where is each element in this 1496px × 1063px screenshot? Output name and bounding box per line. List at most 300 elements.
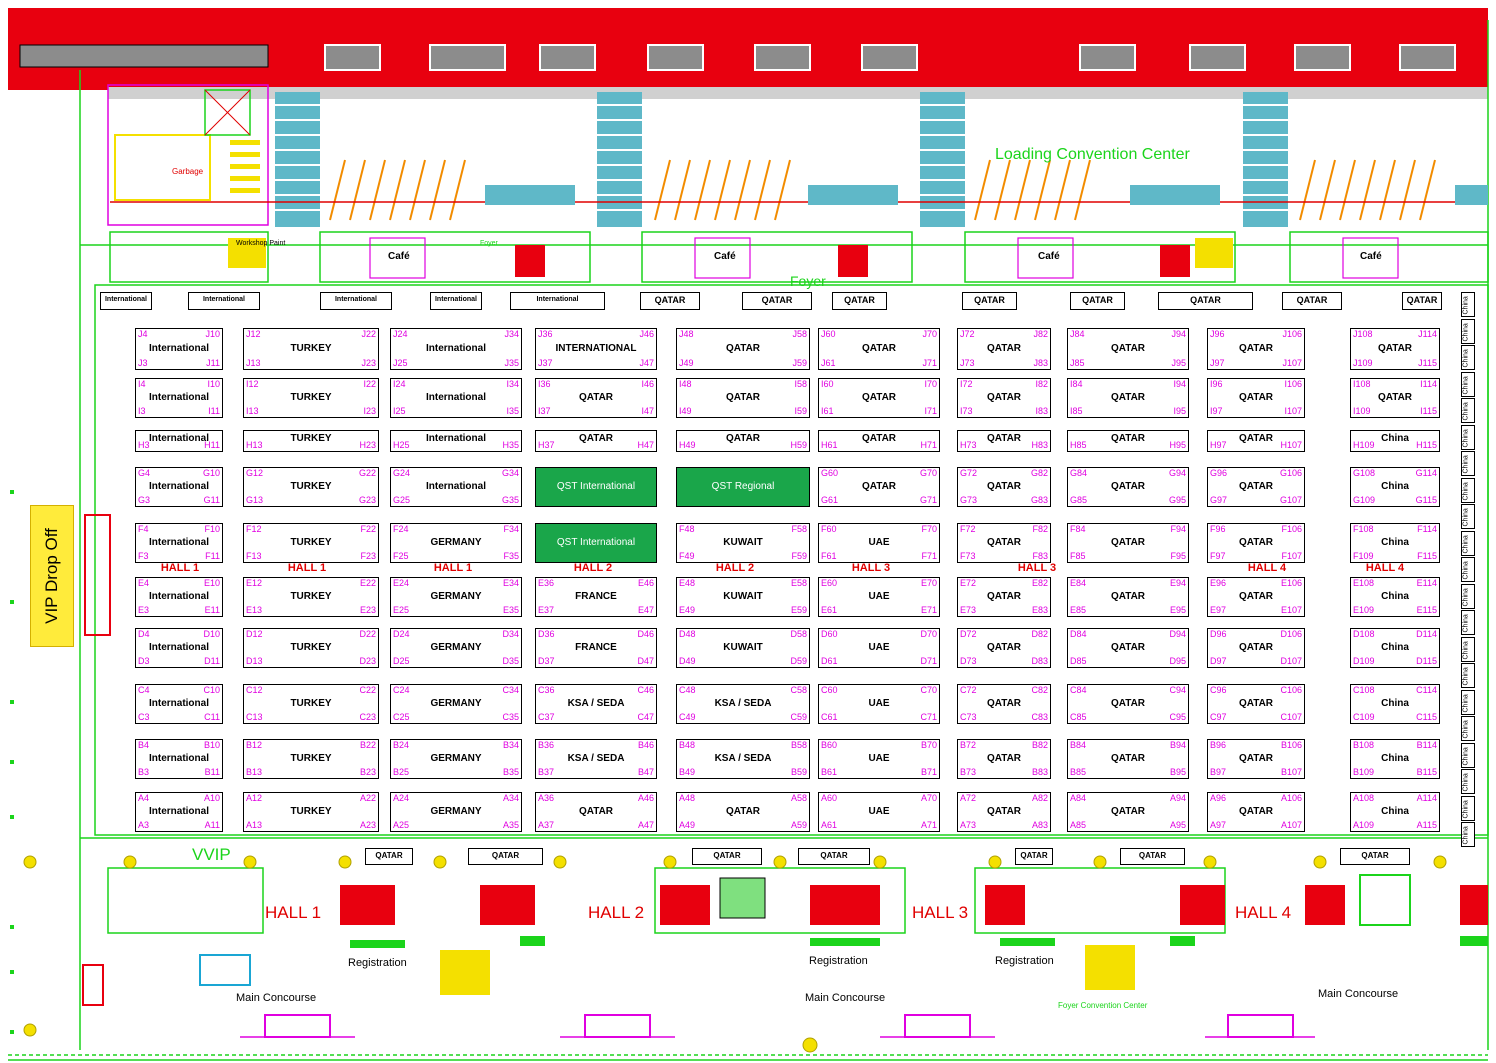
bottom-qatar-booth[interactable] — [468, 848, 543, 865]
booth-code: A73 — [960, 820, 977, 830]
booth[interactable] — [676, 523, 810, 563]
booth-name: TURKEY — [290, 391, 332, 403]
booth-code: H115 — [1416, 440, 1437, 450]
k-row-booth[interactable] — [1070, 292, 1125, 310]
booth-code: H95 — [1169, 440, 1186, 450]
booth-code: B47 — [637, 767, 654, 777]
booth-code: I95 — [1173, 406, 1186, 416]
booth[interactable] — [243, 739, 379, 779]
booth-code: H13 — [246, 440, 263, 450]
booth-code: A47 — [637, 820, 654, 830]
booth-code: E97 — [1210, 605, 1227, 615]
booth[interactable] — [1207, 523, 1305, 563]
booth-code: E46 — [637, 578, 654, 588]
booth[interactable] — [243, 684, 379, 724]
k-row-booth[interactable] — [100, 292, 152, 310]
booth[interactable] — [1207, 378, 1305, 418]
booth-code: G35 — [501, 495, 519, 505]
booth-name: QATAR — [861, 433, 897, 444]
hall-label: HALL 4 — [1365, 562, 1405, 574]
booth-name: QATAR — [578, 805, 614, 817]
booth[interactable] — [135, 378, 223, 418]
booth[interactable] — [1067, 628, 1189, 668]
booth[interactable] — [957, 523, 1051, 563]
right-column-booth[interactable] — [1461, 504, 1475, 529]
right-column-booth[interactable] — [1461, 822, 1475, 847]
booth[interactable] — [1207, 430, 1305, 452]
booth[interactable] — [818, 467, 940, 507]
right-column-booth[interactable] — [1461, 531, 1475, 556]
booth[interactable] — [1207, 577, 1305, 617]
booth[interactable] — [1350, 628, 1440, 668]
k-row-booth[interactable] — [510, 292, 605, 310]
booth[interactable] — [1067, 328, 1189, 370]
booth[interactable] — [957, 378, 1051, 418]
booth[interactable] — [676, 739, 810, 779]
booth[interactable] — [1350, 739, 1440, 779]
booth-code: F71 — [921, 551, 937, 561]
booth[interactable] — [243, 430, 379, 452]
booth-name: TURKEY — [290, 480, 332, 492]
right-column-booth[interactable] — [1461, 478, 1475, 503]
booth-code: C115 — [1416, 712, 1437, 722]
booth[interactable] — [1067, 577, 1189, 617]
booth[interactable] — [676, 378, 810, 418]
booth[interactable] — [1350, 684, 1440, 724]
booth-code: J97 — [1210, 358, 1225, 368]
right-column-booth[interactable] — [1461, 769, 1475, 794]
booth-code: E12 — [246, 578, 263, 588]
booth-code: B114 — [1416, 740, 1437, 750]
booth[interactable] — [957, 577, 1051, 617]
booth-code: B24 — [393, 740, 410, 750]
booth[interactable] — [1067, 684, 1189, 724]
vip-drop-off-area — [30, 505, 74, 647]
booth[interactable] — [135, 523, 223, 563]
booth[interactable] — [1067, 378, 1189, 418]
k-row-booth[interactable] — [430, 292, 482, 310]
booth[interactable] — [957, 684, 1051, 724]
right-column-booth[interactable] — [1461, 451, 1475, 476]
booth[interactable] — [818, 430, 940, 452]
booth-code: D24 — [393, 629, 410, 639]
right-column-booth[interactable] — [1461, 425, 1475, 450]
booth[interactable] — [135, 577, 223, 617]
booth-code: F3 — [138, 551, 149, 561]
booth[interactable] — [1207, 628, 1305, 668]
booth-code: G108 — [1353, 468, 1376, 478]
booth-code: I46 — [641, 379, 654, 389]
booth-code: F25 — [393, 551, 409, 561]
booth-code: G94 — [1168, 468, 1186, 478]
booth[interactable] — [957, 739, 1051, 779]
booth-code: B70 — [920, 740, 937, 750]
right-column-booth-label: China — [1462, 587, 1470, 606]
booth-code: G61 — [821, 495, 839, 505]
booth[interactable] — [1067, 467, 1189, 507]
booth[interactable] — [957, 792, 1051, 832]
right-column-booth[interactable] — [1461, 292, 1475, 317]
booth[interactable] — [1350, 430, 1440, 452]
booth[interactable] — [1067, 430, 1189, 452]
booth[interactable] — [135, 430, 223, 452]
booth-code: I71 — [924, 406, 937, 416]
cafe-label: Café — [388, 251, 410, 262]
k-row-booth-label: International — [536, 296, 579, 303]
booth-code: J11 — [206, 358, 220, 368]
bottom-qatar-booth[interactable] — [1340, 848, 1410, 865]
booth[interactable] — [957, 328, 1051, 370]
booth[interactable] — [390, 792, 522, 832]
booth-code: J59 — [792, 358, 807, 368]
booth[interactable] — [390, 467, 522, 507]
booth-name: QATAR — [986, 697, 1022, 709]
right-column-booth[interactable] — [1461, 637, 1475, 662]
booth[interactable] — [818, 328, 940, 370]
right-column-booth[interactable] — [1461, 398, 1475, 423]
right-column-booth[interactable] — [1461, 372, 1475, 397]
right-column-booth[interactable] — [1461, 584, 1475, 609]
booth-code: I47 — [641, 406, 654, 416]
booth-code: E25 — [393, 605, 410, 615]
booth[interactable] — [535, 739, 657, 779]
booth-code: I115 — [1420, 406, 1437, 416]
booth-code: A71 — [920, 820, 937, 830]
right-column-booth[interactable] — [1461, 345, 1475, 370]
booth-code: C25 — [393, 712, 410, 722]
booth-code: D23 — [359, 656, 376, 666]
booth[interactable] — [676, 628, 810, 668]
booth[interactable] — [135, 328, 223, 370]
booth-name: QATAR — [1110, 590, 1146, 602]
booth[interactable] — [1067, 739, 1189, 779]
k-row-booth[interactable] — [962, 292, 1017, 310]
booth-code: B37 — [538, 767, 555, 777]
booth-name: International — [425, 342, 486, 354]
booth-code: G114 — [1415, 468, 1437, 478]
booth[interactable] — [1207, 792, 1305, 832]
booth-name: China — [1381, 752, 1409, 764]
booth-code: G11 — [203, 495, 220, 505]
k-row-booth-label: International — [434, 296, 477, 303]
booth-code: J13 — [246, 358, 261, 368]
booth-code: G95 — [1168, 495, 1186, 505]
hall-label: HALL 2 — [573, 562, 613, 574]
booth-code: E95 — [1169, 605, 1186, 615]
bottom-qatar-label: QATAR — [1020, 851, 1048, 860]
booth[interactable] — [818, 739, 940, 779]
booth-code: A82 — [1031, 793, 1048, 803]
booth-name: KSA / SEDA — [567, 752, 625, 764]
right-column-booth[interactable] — [1461, 743, 1475, 768]
booth[interactable] — [535, 378, 657, 418]
booth[interactable] — [535, 684, 657, 724]
bottom-qatar-booth[interactable] — [1015, 848, 1053, 865]
booth-code: C23 — [359, 712, 376, 722]
booth[interactable] — [390, 523, 522, 563]
booth[interactable] — [1350, 467, 1440, 507]
booth-code: G3 — [138, 495, 151, 505]
booth[interactable] — [676, 467, 810, 507]
booth[interactable] — [243, 467, 379, 507]
booth-name: QATAR — [1110, 536, 1146, 548]
booth-name: QATAR — [1238, 752, 1274, 764]
booth[interactable] — [243, 378, 379, 418]
right-column-booth[interactable] — [1461, 796, 1475, 821]
booth-name: TURKEY — [290, 536, 332, 548]
booth-code: C60 — [821, 685, 838, 695]
booth-code: G109 — [1353, 495, 1376, 505]
k-row-booth[interactable] — [640, 292, 700, 310]
booth-code: B72 — [960, 740, 977, 750]
booth-code: I10 — [207, 379, 220, 389]
booth-name: QATAR — [1238, 391, 1274, 403]
right-column-booth[interactable] — [1461, 663, 1475, 688]
booth[interactable] — [1207, 328, 1305, 370]
booth-code: I22 — [363, 379, 376, 389]
booth-name: China — [1381, 641, 1409, 653]
booth-code: J22 — [361, 329, 376, 339]
booth-name: UAE — [868, 590, 890, 602]
booth-code: C46 — [637, 685, 654, 695]
k-row-booth[interactable] — [1282, 292, 1342, 310]
k-row-booth[interactable] — [1402, 292, 1442, 310]
bottom-qatar-booth[interactable] — [1120, 848, 1185, 865]
booth-code: F12 — [246, 524, 262, 534]
right-column-booth-label: China — [1462, 667, 1470, 686]
booth-code: D83 — [1031, 656, 1048, 666]
booth[interactable] — [390, 328, 522, 370]
booth-code: F109 — [1353, 551, 1374, 561]
bottom-qatar-booth[interactable] — [692, 848, 762, 865]
booth-code: A83 — [1031, 820, 1048, 830]
booth-code: E72 — [960, 578, 977, 588]
booth[interactable] — [957, 628, 1051, 668]
booth-code: J25 — [393, 358, 408, 368]
booth-name: QATAR — [578, 391, 614, 403]
booth[interactable] — [1067, 792, 1189, 832]
booth[interactable] — [957, 430, 1051, 452]
booth[interactable] — [818, 628, 940, 668]
booth-code: E59 — [790, 605, 807, 615]
booth-code: A46 — [637, 793, 654, 803]
booth-code: D108 — [1353, 629, 1375, 639]
booth-code: G96 — [1210, 468, 1228, 478]
booth-name: FRANCE — [575, 641, 617, 653]
booth-code: A58 — [790, 793, 807, 803]
booth-code: J94 — [1171, 329, 1186, 339]
booth-name: QATAR — [986, 752, 1022, 764]
booth-name: QATAR — [861, 342, 897, 354]
booth-code: F106 — [1281, 524, 1302, 534]
k-row-booth[interactable] — [832, 292, 887, 310]
booth-code: D4 — [138, 629, 150, 639]
booth[interactable] — [535, 577, 657, 617]
booth[interactable] — [390, 628, 522, 668]
booth[interactable] — [1207, 739, 1305, 779]
booth-name: QATAR — [986, 536, 1022, 548]
booth-code: H47 — [637, 440, 654, 450]
right-column-booth[interactable] — [1461, 690, 1475, 715]
booth[interactable] — [818, 378, 940, 418]
booth-code: I85 — [1070, 406, 1083, 416]
booth[interactable] — [676, 430, 810, 452]
booth[interactable] — [135, 684, 223, 724]
booth[interactable] — [676, 328, 810, 370]
booth-code: A72 — [960, 793, 977, 803]
booth[interactable] — [243, 328, 379, 370]
booth-code: J23 — [361, 358, 376, 368]
booth-code: F13 — [246, 551, 262, 561]
booth-code: D114 — [1416, 629, 1437, 639]
right-column-booth[interactable] — [1461, 557, 1475, 582]
booth[interactable] — [676, 792, 810, 832]
k-row-booth-label: QATAR — [844, 295, 875, 305]
booth[interactable] — [957, 467, 1051, 507]
booth[interactable] — [1207, 467, 1305, 507]
k-row-booth[interactable] — [742, 292, 812, 310]
booth-code: J47 — [639, 358, 654, 368]
booth[interactable] — [1067, 523, 1189, 563]
booth-code: I11 — [208, 406, 220, 416]
booth-code: I97 — [1210, 406, 1223, 416]
booth[interactable] — [390, 430, 522, 452]
booth-code: J37 — [538, 358, 553, 368]
k-row-booth-label: QATAR — [1296, 295, 1328, 305]
booth-name: TURKEY — [290, 342, 332, 354]
booth[interactable] — [390, 684, 522, 724]
booth-code: J12 — [246, 329, 261, 339]
booth[interactable] — [390, 739, 522, 779]
k-row-booth[interactable] — [1158, 292, 1253, 310]
right-column-booth[interactable] — [1461, 610, 1475, 635]
booth[interactable] — [243, 792, 379, 832]
booth[interactable] — [1350, 328, 1440, 370]
booth-code: D48 — [679, 629, 696, 639]
booth[interactable] — [1350, 378, 1440, 418]
booth-code: B13 — [246, 767, 263, 777]
booth-code: J106 — [1282, 329, 1302, 339]
booth-code: H3 — [138, 440, 150, 450]
bottom-qatar-label: QATAR — [820, 851, 848, 860]
booth-code: D70 — [920, 629, 937, 639]
booth[interactable] — [676, 577, 810, 617]
booth-name: TURKEY — [290, 805, 332, 817]
booth-code: C47 — [637, 712, 654, 722]
booth-name: QATAR — [1110, 433, 1146, 444]
booth-name: QATAR — [1110, 697, 1146, 709]
booth[interactable] — [676, 684, 810, 724]
hall-label: HALL 1 — [160, 562, 200, 574]
booth[interactable] — [818, 792, 940, 832]
booth-code: B115 — [1416, 767, 1437, 777]
booth[interactable] — [535, 628, 657, 668]
booth[interactable] — [535, 430, 657, 452]
booth-code: G85 — [1070, 495, 1088, 505]
booth-code: I25 — [393, 406, 406, 416]
registration-label-1: Registration — [348, 957, 407, 969]
booth-code: F83 — [1032, 551, 1048, 561]
bottom-qatar-booth[interactable] — [798, 848, 870, 865]
booth[interactable] — [818, 684, 940, 724]
booth-code: G23 — [358, 495, 376, 505]
booth-name: GERMANY — [430, 641, 482, 653]
booth-code: J73 — [960, 358, 975, 368]
booth-code: I37 — [538, 406, 551, 416]
booth[interactable] — [243, 523, 379, 563]
hall-label: HALL 1 — [287, 562, 327, 574]
bottom-qatar-label: QATAR — [491, 851, 520, 860]
booth-code: H49 — [679, 440, 696, 450]
booth[interactable] — [818, 577, 940, 617]
booth-code: H71 — [920, 440, 937, 450]
booth[interactable] — [135, 792, 223, 832]
booth-code: F107 — [1281, 551, 1302, 561]
booth-code: E37 — [538, 605, 555, 615]
booth[interactable] — [1350, 792, 1440, 832]
booth-code: E107 — [1280, 605, 1302, 615]
booth[interactable] — [243, 628, 379, 668]
booth[interactable] — [1207, 684, 1305, 724]
booth[interactable] — [390, 577, 522, 617]
booth[interactable] — [1350, 577, 1440, 617]
booth-code: G72 — [960, 468, 978, 478]
main-concourse-label-1: Main Concourse — [236, 992, 317, 1004]
booth[interactable] — [535, 328, 657, 370]
booth-code: F108 — [1353, 524, 1374, 534]
booth-code: E82 — [1031, 578, 1048, 588]
booth[interactable] — [1350, 523, 1440, 563]
k-row-booth[interactable] — [320, 292, 392, 310]
booth-name: China — [1381, 697, 1409, 709]
booth[interactable] — [535, 523, 657, 563]
right-column-booth-label: China — [1462, 614, 1470, 633]
booth-code: F35 — [503, 551, 519, 561]
booth-code: J61 — [821, 358, 836, 368]
right-column-booth[interactable] — [1461, 716, 1475, 741]
booth-code: D96 — [1210, 629, 1227, 639]
bottom-qatar-booth[interactable] — [365, 848, 413, 865]
booth-name: TURKEY — [290, 433, 332, 444]
booth-code: J34 — [504, 329, 519, 339]
booth-name: QATAR — [986, 590, 1022, 602]
booth-code: E13 — [246, 605, 263, 615]
right-column-booth[interactable] — [1461, 319, 1475, 344]
booth-name: QATAR — [1238, 697, 1274, 709]
booth[interactable] — [535, 467, 657, 507]
foyer-small-label: Foyer — [480, 240, 498, 247]
vvip-label: VVIP — [192, 845, 231, 864]
booth-code: G60 — [821, 468, 839, 478]
k-row-booth[interactable] — [188, 292, 260, 310]
booth-code: H85 — [1070, 440, 1087, 450]
booth[interactable] — [243, 577, 379, 617]
booth-code: J72 — [960, 329, 975, 339]
booth-code: C61 — [821, 712, 838, 722]
right-column-booth-label: China — [1462, 826, 1470, 845]
booth-code: G106 — [1279, 468, 1302, 478]
booth-code: A48 — [679, 793, 696, 803]
booth[interactable] — [135, 467, 223, 507]
booth[interactable] — [135, 739, 223, 779]
booth[interactable] — [135, 628, 223, 668]
booth-code: D34 — [502, 629, 519, 639]
booth-name: KSA / SEDA — [567, 697, 625, 709]
booth[interactable] — [390, 378, 522, 418]
booth-code: G84 — [1070, 468, 1088, 478]
booth[interactable] — [818, 523, 940, 563]
booth[interactable] — [535, 792, 657, 832]
